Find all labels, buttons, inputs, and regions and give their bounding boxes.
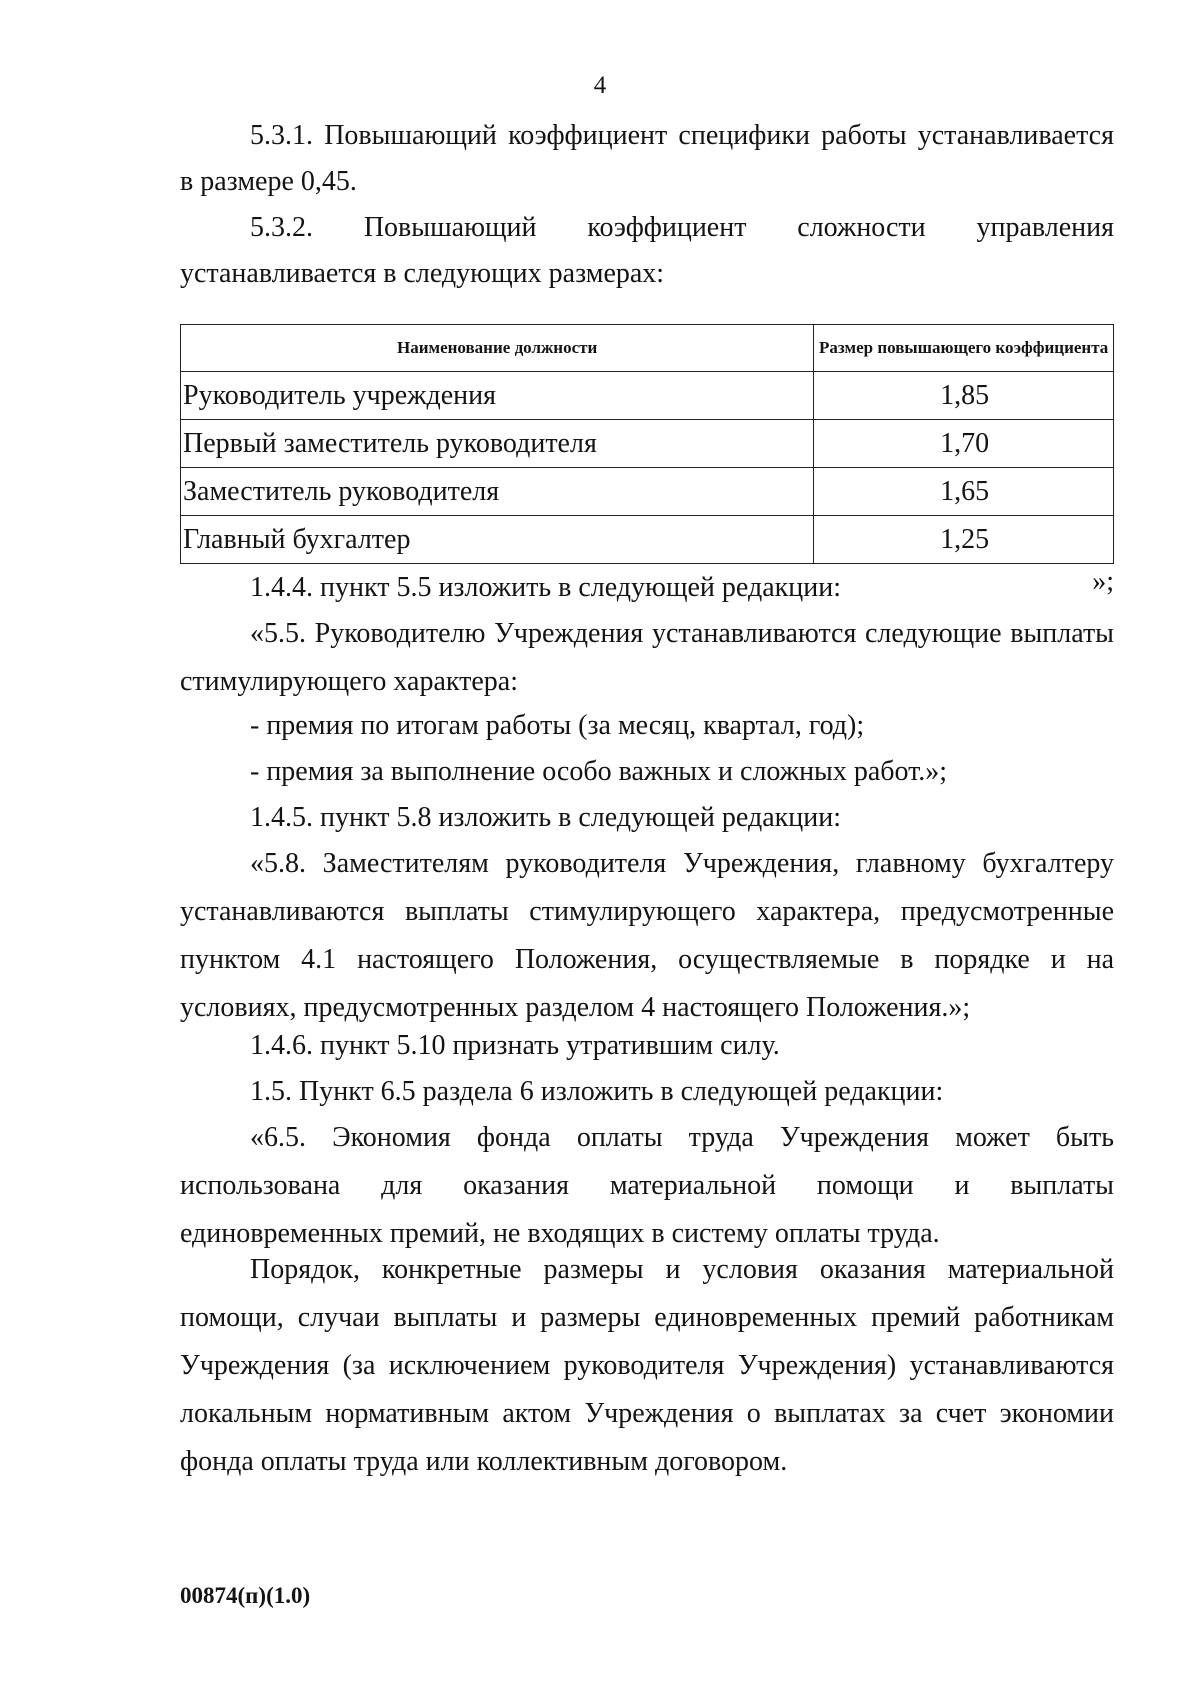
table-row	[181, 468, 1114, 516]
paragraph-5-8: «5.8. Заместителям руководителя Учреждения, главному бухгалтеру устанавливаются выплаты стимулирующего характера, предусмотренные пунктом 4.1 настоящего Положения, осуществляемые в порядке и на условиях, предусмотренных разделом 4 настоящего Положения.»;	[180, 848, 1114, 1023]
cell-position: Заместитель руководителя	[181, 468, 814, 516]
paragraph-5-3-1-line2: в размере 0,45.	[180, 166, 357, 197]
cell-value: 1,25	[814, 516, 1114, 564]
table-row	[181, 420, 1114, 468]
paragraph-1-5: 1.5. Пункт 6.5 раздела 6 изложить в следующей редакции:	[250, 1076, 944, 1107]
coefficient-table	[180, 324, 1114, 564]
cell-value: 1,65	[814, 468, 1114, 516]
paragraph-5-3-1-line1: 5.3.1. Повышающий коэффициент специфики работы устанавливается	[250, 120, 1114, 151]
cell-position: Главный бухгалтер	[181, 516, 814, 564]
paragraph-order: Порядок, конкретные размеры и условия оказания материальной помощи, случаи выплаты и размеры единовременных премий работникам Учреждения (за исключением руководителя Учреждения) устанавливаются локальным нормативным актом Учреждения о выплатах за счет экономии фонда оплаты труда или коллективным договором.	[180, 1254, 1114, 1477]
page-number: 4	[593, 72, 607, 99]
paragraph-5-5-item-2: - премия за выполнение особо важных и сложных работ.»;	[250, 756, 948, 787]
cell-value: 1,70	[814, 420, 1114, 468]
header-position: Наименование должности	[181, 325, 814, 372]
cell-value: 1,85	[814, 372, 1114, 420]
closing-quote: »;	[1092, 566, 1114, 597]
paragraph-5-3-2-line1: 5.3.2. Повышающий коэффициент сложности управления	[250, 212, 1114, 243]
paragraph-5-5: «5.5. Руководителю Учреждения устанавливаются следующие выплаты стимулирующего характера:	[180, 618, 1114, 697]
cell-position: Первый заместитель руководителя	[181, 420, 814, 468]
paragraph-1-4-5: 1.4.5. пункт 5.8 изложить в следующей редакции:	[250, 802, 841, 833]
paragraph-6-5: «6.5. Экономия фонда оплаты труда Учреждения может быть использована для оказания материальной помощи и выплаты единовременных премий, не входящих в систему оплаты труда.	[180, 1122, 1114, 1249]
paragraph-5-5-item-1: - премия по итогам работы (за месяц, квартал, год);	[250, 710, 865, 741]
paragraph-1-4-6: 1.4.6. пункт 5.10 признать утратившим силу.	[250, 1030, 780, 1061]
table-header-row	[181, 325, 1114, 372]
document-code: 00874(п)(1.0)	[180, 1583, 311, 1608]
header-coefficient: Размер повышающего коэффициента	[814, 325, 1114, 372]
table-row	[181, 516, 1114, 564]
paragraph-1-4-4: 1.4.4. пункт 5.5 изложить в следующей редакции:	[250, 572, 841, 603]
table-row	[181, 372, 1114, 420]
cell-position: Руководитель учреждения	[181, 372, 814, 420]
paragraph-5-3-2-line2: устанавливается в следующих размерах:	[180, 258, 665, 289]
